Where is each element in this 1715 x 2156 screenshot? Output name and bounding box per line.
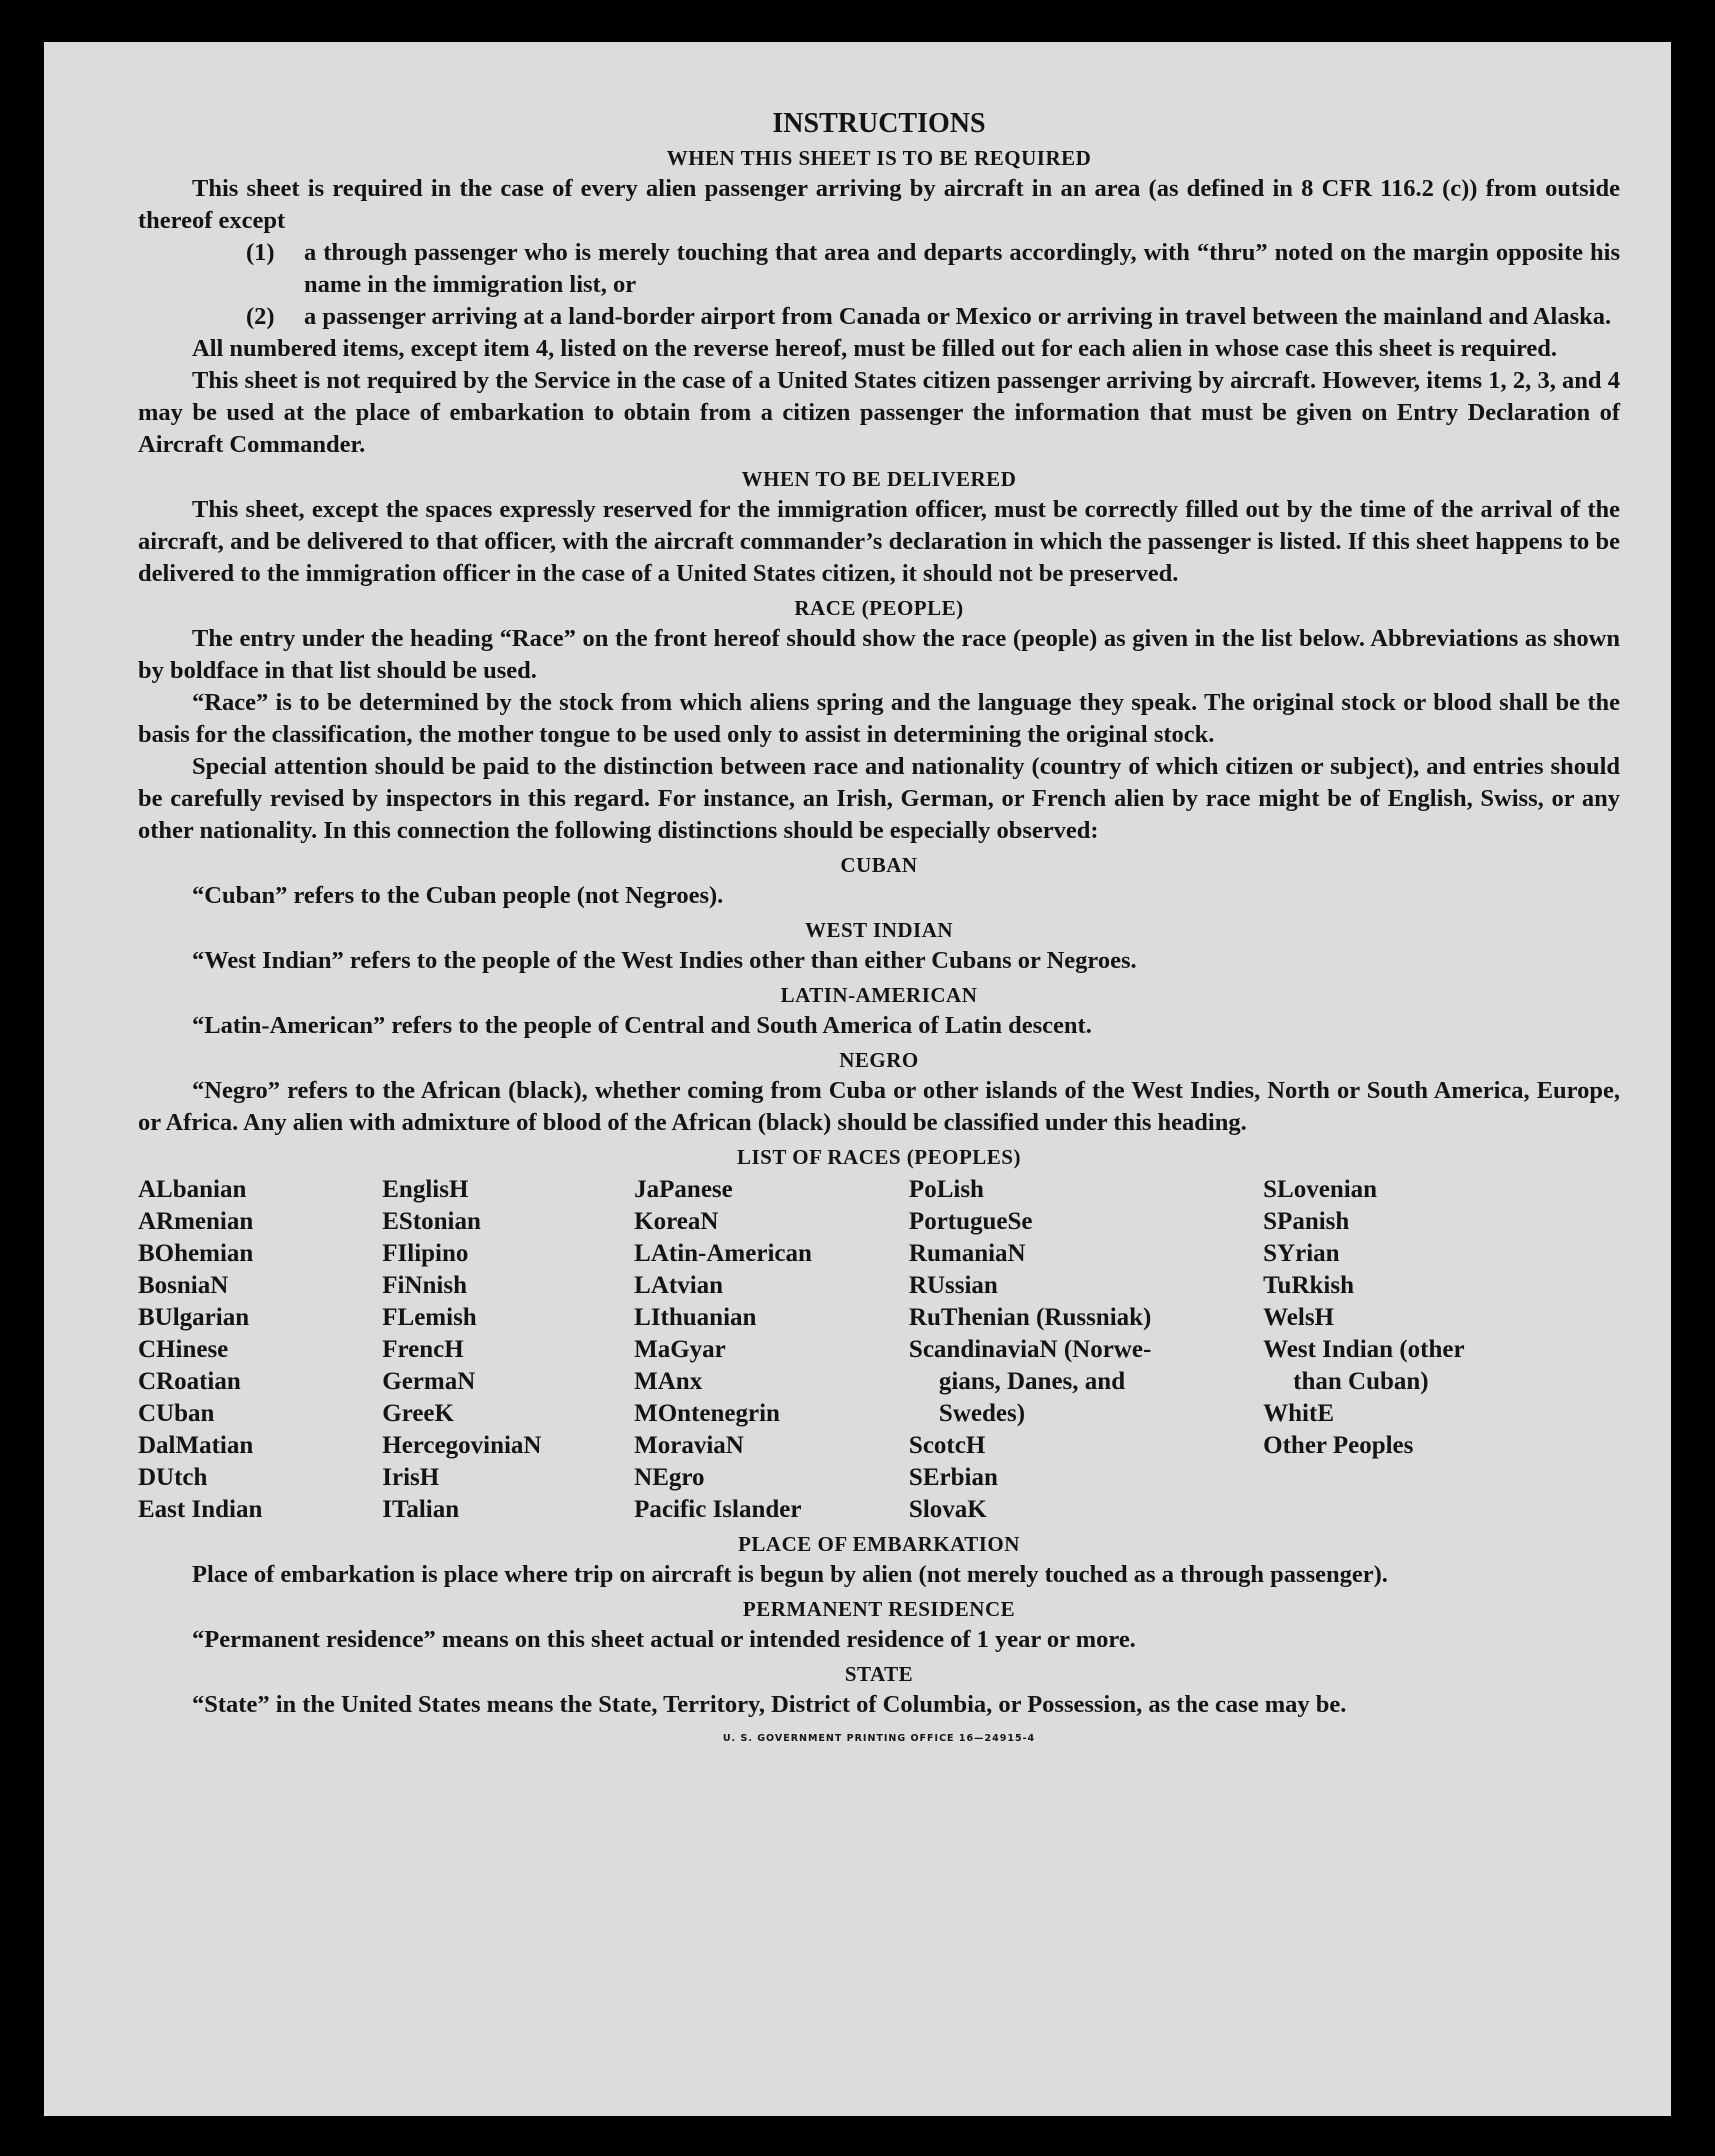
race-entry: SPanish	[1263, 1208, 1350, 1235]
exception-item-2	[246, 301, 1620, 333]
race-entry: FiNnish	[382, 1272, 468, 1299]
race-entry: WhitE	[1263, 1400, 1335, 1427]
race-list	[138, 1174, 1620, 1526]
race-entry: Pacific Islander	[634, 1496, 802, 1523]
race-entry: HercegoviniaN	[382, 1432, 542, 1459]
item-text: a passenger arriving at a land-border airport from Canada or Mexico or arriving in travel between the mainland and Alaska.	[304, 303, 1612, 330]
paragraph-west-indian: “West Indian” refers to the people of the West Indies other than either Cubans or Negroes.	[192, 947, 1137, 974]
race-entry: ALbanian	[138, 1176, 247, 1203]
item-text: a through passenger who is merely touching that area and departs accordingly, with “thru” noted on the margin opposite his name in the immigration list, or	[304, 239, 1620, 298]
race-entry: PoLish	[908, 1176, 984, 1203]
paragraph-required: This sheet is required in the case of every alien passenger arriving by aircraft in an area (as defined in 8 CFR 116.2 (c)) from outside thereof except	[138, 175, 1620, 234]
heading-state: STATE	[844, 1662, 914, 1686]
heading-west-indian: WEST INDIAN	[804, 918, 954, 942]
race-entry: DUtch	[138, 1464, 208, 1491]
paragraph-race-nationality: Special attention should be paid to the distinction between race and nationality (country of which citizen or subject), and entries should be carefully revised by inspectors in this regard. For instance, an Irish, German, or French alien by race might be of English, Swiss, or any other nationality. In this connection the following distinctions should be especially observed:	[138, 753, 1620, 844]
heading-race: RACE (PEOPLE)	[794, 596, 964, 620]
race-entry: LAtin-American	[634, 1240, 812, 1267]
race-entry: MAnx	[634, 1368, 703, 1395]
paragraph-state: “State” in the United States means the State, Territory, District of Columbia, or Possession, as the case may be.	[192, 1691, 1347, 1718]
race-column-2	[382, 1174, 634, 1526]
document-sheet	[44, 42, 1671, 2116]
item-number: (2)	[246, 303, 275, 330]
race-entry: SErbian	[908, 1464, 998, 1491]
race-entry: ScotcH	[908, 1432, 986, 1459]
race-entry: RUssian	[908, 1272, 998, 1299]
race-entry: SlovaK	[908, 1496, 987, 1523]
paragraph-negro: “Negro” refers to the African (black), whether coming from Cuba or other islands of the West Indies, North or South America, Europe, or Africa. Any alien with admixture of blood of the African (black) should be classified under this heading.	[138, 1077, 1620, 1136]
race-entry: FIlipino	[382, 1240, 469, 1267]
race-entry: WelsH	[1263, 1304, 1334, 1331]
race-entry: BosniaN	[138, 1272, 229, 1299]
race-entry: PortugueSe	[908, 1208, 1033, 1235]
race-entry: LAtvian	[634, 1272, 724, 1299]
race-entry: Other Peoples	[1263, 1432, 1414, 1459]
race-entry: MoraviaN	[634, 1432, 744, 1459]
race-entry: CRoatian	[138, 1368, 241, 1395]
race-entry: BUlgarian	[138, 1304, 250, 1331]
race-entry: ITalian	[382, 1496, 460, 1523]
heading-permanent-residence: PERMANENT RESIDENCE	[742, 1597, 1016, 1621]
race-entry: IrisH	[382, 1464, 440, 1491]
race-entry: GreeK	[382, 1400, 454, 1427]
paragraph-race-entry: The entry under the heading “Race” on the front hereof should show the race (people) as given in the list below. Abbreviations as shown by boldface in that list should be used.	[138, 625, 1620, 684]
paragraph-citizen: This sheet is not required by the Service in the case of a United States citizen passenger arriving by aircraft. However, items 1, 2, 3, and 4 may be used at the place of embarkation to obtain from a citizen passenger the information that must be given on Entry Declaration of Aircraft Commander.	[138, 367, 1620, 458]
race-entry: RumaniaN	[908, 1240, 1026, 1267]
paragraph-delivery: This sheet, except the spaces expressly reserved for the immigration officer, must be correctly filled out by the time of the arrival of the aircraft, and be delivered to that officer, with the aircraft commander’s declaration in which the passenger is listed. If this sheet happens to be delivered to the immigration officer in the case of a United States citizen, it should not be preserved.	[138, 496, 1620, 587]
heading-when-required: WHEN THIS SHEET IS TO BE REQUIRED	[666, 146, 1092, 170]
paragraph-race-stock: “Race” is to be determined by the stock from which aliens spring and the language they speak. The original stock or blood shall be the basis for the classification, the mother tongue to be used only to assist in determining the original stock.	[138, 689, 1620, 748]
item-number: (1)	[246, 239, 275, 266]
race-entry: BOhemian	[138, 1240, 254, 1267]
race-entry: Swedes)	[938, 1400, 1026, 1427]
paragraph-numbered-items: All numbered items, except item 4, listed on the reverse hereof, must be filled out for each alien in whose case this sheet is required.	[192, 335, 1558, 362]
race-entry: FLemish	[382, 1304, 477, 1331]
race-entry: ARmenian	[138, 1208, 254, 1235]
race-entry: East Indian	[138, 1496, 263, 1523]
document-content	[138, 108, 1620, 1744]
race-entry: than Cuban)	[1293, 1368, 1429, 1395]
race-entry: RuThenian (Russniak)	[908, 1304, 1152, 1331]
race-entry: EStonian	[382, 1208, 481, 1235]
race-entry: West Indian (other	[1263, 1336, 1465, 1363]
race-entry: NEgro	[634, 1464, 705, 1491]
race-entry: LIthuanian	[634, 1304, 757, 1331]
race-entry: CHinese	[138, 1336, 229, 1363]
race-entry: CUban	[138, 1400, 215, 1427]
race-entry: JaPanese	[634, 1176, 733, 1203]
paragraph-latin-american: “Latin-American” refers to the people of Central and South America of Latin descent.	[192, 1012, 1092, 1039]
heading-cuban: CUBAN	[840, 853, 918, 877]
race-column-4	[909, 1174, 1195, 1526]
race-entry: TuRkish	[1263, 1272, 1354, 1299]
heading-when-delivered: WHEN TO BE DELIVERED	[741, 467, 1017, 491]
race-entry: GermaN	[382, 1368, 476, 1395]
printing-office-imprint: U. S. GOVERNMENT PRINTING OFFICE 16—24915-4	[722, 1733, 1036, 1744]
heading-latin-american: LATIN-AMERICAN	[780, 983, 978, 1007]
race-entry: gians, Danes, and	[938, 1368, 1126, 1395]
paragraph-embarkation: Place of embarkation is place where trip on aircraft is begun by alien (not merely touched as a through passenger).	[192, 1561, 1388, 1588]
race-entry: MOntenegrin	[634, 1400, 780, 1427]
heading-list-of-races: LIST OF RACES (PEOPLES)	[737, 1145, 1021, 1169]
race-entry: SYrian	[1263, 1240, 1340, 1267]
race-entry: DalMatian	[138, 1432, 254, 1459]
page-title: INSTRUCTIONS	[772, 108, 986, 139]
heading-negro: NEGRO	[839, 1048, 919, 1072]
race-entry: FrencH	[382, 1336, 464, 1363]
race-entry: KoreaN	[634, 1208, 719, 1235]
race-entry: ScandinaviaN (Norwe-	[908, 1336, 1152, 1363]
exception-item-1	[246, 237, 1620, 301]
race-column-3	[634, 1174, 909, 1526]
race-entry: EnglisH	[382, 1176, 469, 1203]
paragraph-permanent-residence: “Permanent residence” means on this sheet actual or intended residence of 1 year or more.	[192, 1626, 1136, 1653]
race-entry: MaGyar	[634, 1336, 726, 1363]
paragraph-cuban: “Cuban” refers to the Cuban people (not Negroes).	[192, 882, 724, 909]
race-column-1	[138, 1174, 382, 1526]
race-entry: SLovenian	[1263, 1176, 1378, 1203]
heading-place-of-embarkation: PLACE OF EMBARKATION	[738, 1532, 1020, 1556]
race-column-5	[1263, 1174, 1620, 1526]
